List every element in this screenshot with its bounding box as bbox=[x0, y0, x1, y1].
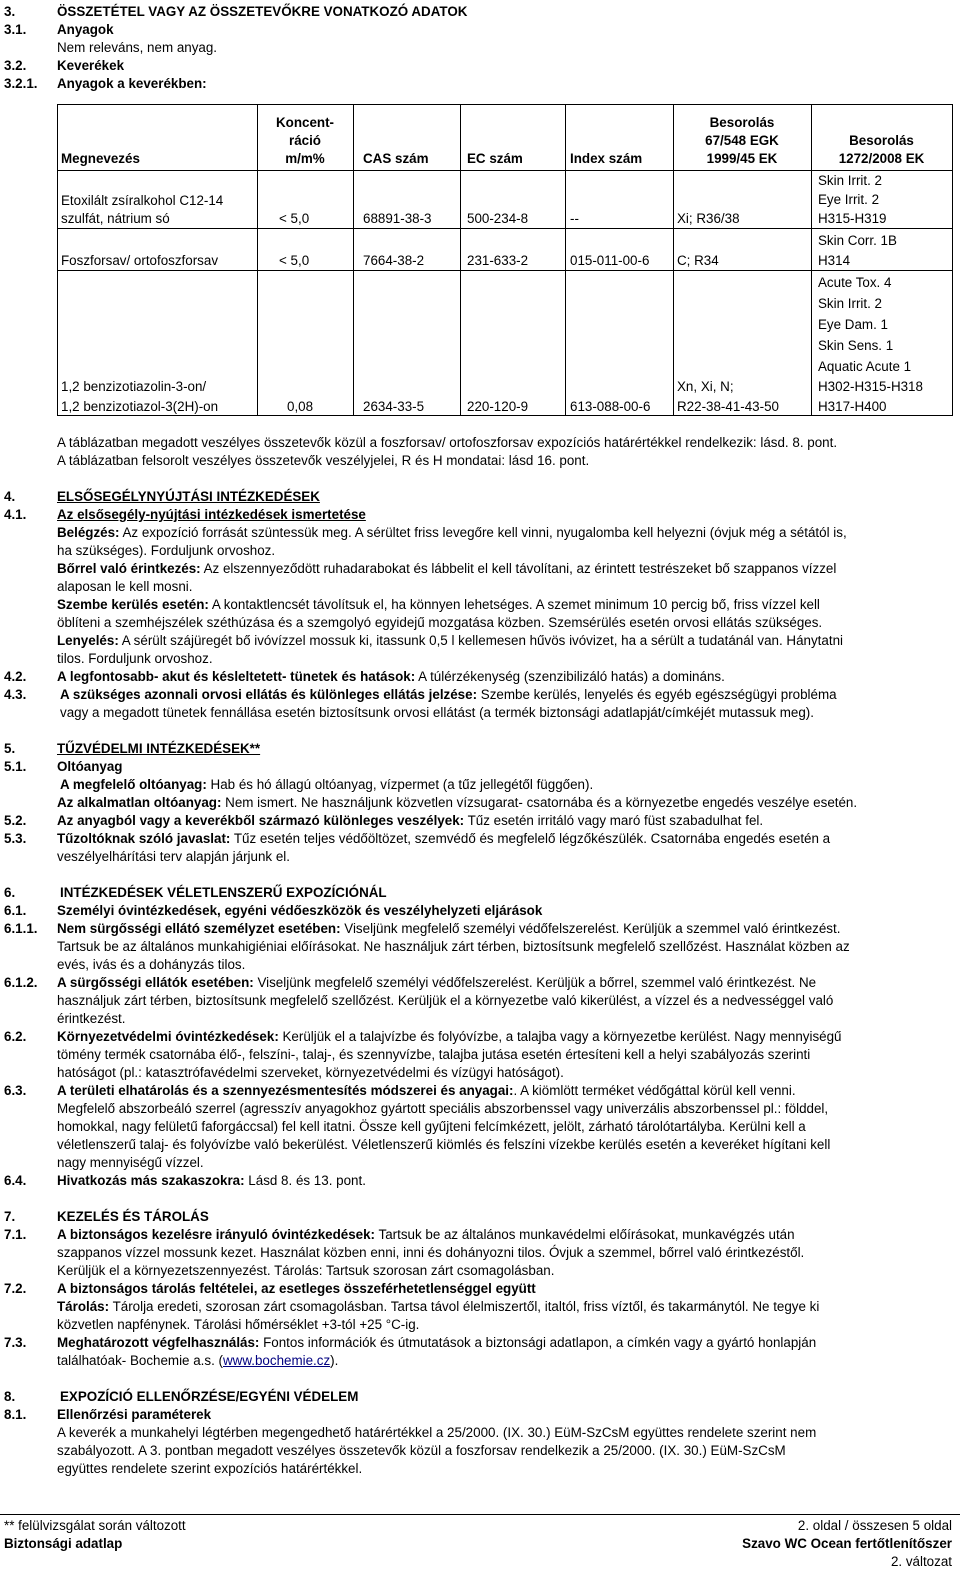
composition-table bbox=[57, 104, 953, 416]
header-class1272-2: 1272/2008 EK bbox=[838, 151, 925, 166]
header-name: Megnevezés bbox=[61, 151, 140, 166]
row3-class1272-2: Skin Irrit. 2 bbox=[818, 296, 882, 311]
section-4-1-title: Az elsősegély-nyújtási intézkedések ismertetése bbox=[57, 507, 366, 522]
row2-ec: 231-633-2 bbox=[467, 253, 529, 268]
footer-doc-type: Biztonsági adatlap bbox=[4, 1536, 123, 1551]
row1-cas: 68891-38-3 bbox=[363, 211, 432, 226]
section-6-1-2-line-1: A sürgősségi ellátók esetében: Viseljünk megfelelő személyi védőfelszerelést. Kerüljük a bőrrel, szemmel való érintkezést. Ne bbox=[57, 975, 817, 990]
section-6-title: INTÉZKEDÉSEK VÉLETLENSZERŰ EXPOZÍCIÓNÁL bbox=[60, 885, 387, 900]
inhalation-line-1: Belégzés: Az expozíció forrását szüntessük meg. A sérültet friss levegőre kell vinni, nyugalomba kell helyezni (óvjuk még a sétától is, bbox=[57, 525, 847, 540]
section-8-1-number: 8.1. bbox=[4, 1407, 27, 1422]
skin-line-2: alaposan le kell mosni. bbox=[57, 579, 193, 594]
row3-class1272-7: H317-H400 bbox=[818, 399, 887, 414]
header-ec: EC szám bbox=[467, 151, 523, 166]
section-4-3-number: 4.3. bbox=[4, 687, 27, 702]
section-6-number: 6. bbox=[4, 885, 16, 900]
section-4-2-label: A legfontosabb- akut és késleltetett- tünetek és hatások: bbox=[57, 669, 416, 684]
header-index: Index szám bbox=[570, 151, 643, 166]
section-4-2-number: 4.2. bbox=[4, 669, 27, 684]
section-5-1-number: 5.1. bbox=[4, 759, 27, 774]
storage-label: Tárolás: bbox=[57, 1299, 110, 1314]
row3-conc: 0,08 bbox=[287, 399, 314, 414]
eye-line-2: öblíteni a szemhéjszélek széthúzása és a szemgolyó egyidejű mozgatása közben. Szemsérülés esetén orvosi ellátás szükséges. bbox=[57, 615, 823, 630]
section-5-2-text: Az anyagból vagy a keverékből származó különleges veszélyek: Tűz esetén irritáló vagy maró füst szabadulhat fel. bbox=[57, 813, 764, 828]
row3-ec: 220-120-9 bbox=[467, 399, 529, 414]
row3-class67-1: Xn, Xi, N; bbox=[677, 379, 734, 394]
section-7-title: KEZELÉS ÉS TÁROLÁS bbox=[57, 1209, 209, 1224]
ingestion-line-1: Lenyelés: A sérült szájüregét bő ivóvízzel mossuk ki, itassunk 0,5 l kellemesen hűvös ivóvizet, ha a sérült a tudatánál van. Hánytatni bbox=[57, 633, 843, 648]
section-8-1-title: Ellenőrzési paraméterek bbox=[57, 1407, 212, 1422]
row3-class1272-6: H302-H315-H318 bbox=[818, 379, 923, 394]
section-3-1-title: Anyagok bbox=[57, 22, 114, 37]
section-8-title: EXPOZÍCIÓ ELLENŐRZÉSE/EGYÉNI VÉDELEM bbox=[60, 1389, 359, 1404]
row1-class67: Xi; R36/38 bbox=[677, 211, 740, 226]
bochemie-link[interactable]: www.bochemie.cz bbox=[222, 1353, 331, 1368]
section-7-3-line-1: Meghatározott végfelhasználás: Fontos információk és útmutatások a biztonsági adatlapon, a címkén vagy a gyártó honlapján bbox=[57, 1335, 817, 1350]
section-7-1-number: 7.1. bbox=[4, 1227, 27, 1242]
section-6-2-label: Környezetvédelmi óvintézkedések: bbox=[57, 1029, 279, 1044]
section-6-1-2-line-3: érintkezést. bbox=[57, 1011, 126, 1026]
section-3-2-1-title: Anyagok a keverékben: bbox=[57, 76, 207, 91]
inhalation-label: Belégzés: bbox=[57, 525, 120, 540]
section-7-number: 7. bbox=[4, 1209, 16, 1224]
row3-class1272-3: Eye Dam. 1 bbox=[818, 317, 888, 332]
unsuitable-media-label: Az alkalmatlan oltóanyag: bbox=[57, 795, 222, 810]
row2-class1272-2: H314 bbox=[818, 253, 851, 268]
section-8-number: 8. bbox=[4, 1389, 16, 1404]
section-5-2-number: 5.2. bbox=[4, 813, 27, 828]
section-5-3-line-2: veszélyelhárítási terv alapján járjunk el. bbox=[57, 849, 290, 864]
row2-class67: C; R34 bbox=[677, 253, 719, 268]
section-6-4-text: Hivatkozás más szakaszokra: Lásd 8. és 13. pont. bbox=[57, 1173, 366, 1188]
header-class1272-1: Besorolás bbox=[849, 133, 914, 148]
section-6-3-line-2: Megfelelő abszorbeáló szerrel (agresszív anyagokhoz gyártott speciális abszorbenssel vagy univerzális abszorbenssel pl.: földdel, bbox=[57, 1101, 829, 1116]
row3-cas: 2634-33-5 bbox=[363, 399, 425, 414]
row1-name-1: Etoxilált zsíralkohol C12-14 bbox=[61, 193, 224, 208]
suitable-media-label: A megfelelő oltóanyag: bbox=[60, 777, 207, 792]
section-7-1-line-1: A biztonságos kezelésre irányuló óvintézkedések: Tartsuk be az általános munkavédelmi előírásokat, munkavégzés után bbox=[57, 1227, 795, 1242]
section-8-1-line-2: szabályozott. A 3. pontban megadott veszélyes összetevők közül a foszforsav rendelkezik a 25/2000. (IX. 30.) EüM-SzCsM bbox=[57, 1443, 786, 1458]
section-6-3-line-4: véletlenszerű talaj- és folyóvízbe való bekerülést. Véletlenszerű kiömlés és felszíni vízekbe kerülés esetén a keveréket hígítani kell bbox=[57, 1137, 831, 1152]
section-6-3-number: 6.3. bbox=[4, 1083, 27, 1098]
section-6-4-number: 6.4. bbox=[4, 1173, 27, 1188]
section-8-1-line-1: A keverék a munkahelyi légtérben megengedhető határértékkel a 25/2000. (IX. 30.) EüM-SzCsM együttes rendelete szerint nem bbox=[57, 1425, 817, 1440]
section-6-1-1-label: Nem sürgősségi ellátó személyzet esetében: bbox=[57, 921, 341, 936]
header-class67-1: Besorolás bbox=[709, 115, 775, 130]
footer-rule bbox=[0, 1514, 960, 1515]
inhalation-line-2: ha szükséges). Forduljunk orvoshoz. bbox=[57, 543, 276, 558]
section-7-2-title: A biztonságos tárolás feltételei, az esetleges összeférhetetlenséggel együtt bbox=[57, 1281, 536, 1296]
row2-index: 015-011-00-6 bbox=[570, 253, 650, 268]
section-7-2-line-2: közvetlen napfénynek. Tárolási hőmérséklet +3-tól +25 °C-ig. bbox=[57, 1317, 420, 1332]
section-7-3-number: 7.3. bbox=[4, 1335, 27, 1350]
header-class67-3: 1999/45 EK bbox=[706, 151, 778, 166]
section-6-2-line-3: hatóságot (pl.: katasztrófavédelmi szerveket, környezetvédelmi és vízügyi hatóságot). bbox=[57, 1065, 564, 1080]
section-6-2-line-1: Környezetvédelmi óvintézkedések: Kerüljük el a talajvízbe és folyóvízbe, a talajba vagy a környezetbe kerülést. Nagy mennyiségű bbox=[57, 1029, 842, 1044]
section-4-number: 4. bbox=[4, 489, 16, 504]
row2-cas: 7664-38-2 bbox=[363, 253, 425, 268]
section-6-1-number: 6.1. bbox=[4, 903, 27, 918]
footer-product: Szavo WC Ocean fertőtlenítőszer bbox=[742, 1536, 952, 1551]
section-3-2-title: Keverékek bbox=[57, 58, 125, 73]
header-class67-2: 67/548 EGK bbox=[705, 133, 779, 148]
section-6-3-line-5: nagy mennyiségű vízzel. bbox=[57, 1155, 204, 1170]
section-7-3-label: Meghatározott végfelhasználás: bbox=[57, 1335, 260, 1350]
section-7-1-line-2: szappanos vízzel mossunk kezet. Használat közben enni, inni és dohányozni tilos. Óvjuk a szemmel, bőrrel való érintkezéstől. bbox=[57, 1245, 805, 1260]
footer-page: 2. oldal / összesen 5 oldal bbox=[797, 1518, 952, 1533]
section-4-1-number: 4.1. bbox=[4, 507, 27, 522]
row3-name-2: 1,2 benzizotiazol-3(2H)-on bbox=[61, 399, 219, 414]
row2-name: Foszforsav/ ortofoszforsav bbox=[61, 253, 219, 268]
row3-index: 613-088-00-6 bbox=[570, 399, 651, 414]
section-3-1-number: 3.1. bbox=[4, 22, 27, 37]
section-7-3-line-2: találhatóak- Bochemie a.s. (www.bochemie.cz). bbox=[57, 1353, 339, 1368]
row3-class1272-1: Acute Tox. 4 bbox=[818, 275, 892, 290]
row1-ec: 500-234-8 bbox=[467, 211, 529, 226]
section-3-title: ÖSSZETÉTEL VAGY AZ ÖSSZETEVŐKRE VONATKOZÓ ADATOK bbox=[57, 4, 468, 19]
section-4-3-label: A szükséges azonnali orvosi ellátás és különleges ellátás jelzése: bbox=[60, 687, 478, 702]
section-7-2-line-1: Tárolás: Tárolja eredeti, szorosan zárt csomagolásban. Tartsa távol élelmiszertől, italtól, friss víztől, és takarmánytól. Ne tegye ki bbox=[57, 1299, 820, 1314]
section-3-2-number: 3.2. bbox=[4, 58, 27, 73]
ingestion-line-2: tilos. Forduljunk orvoshoz. bbox=[57, 651, 213, 666]
section-6-1-1-line-3: evés, ivás és a dohányzás tilos. bbox=[57, 957, 246, 972]
section-3-2-1-number: 3.2.1. bbox=[4, 76, 38, 91]
section-5-3-number: 5.3. bbox=[4, 831, 27, 846]
section-7-1-line-3: Kerüljük el a környezetszennyezést. Tárolás: Tartsuk szorosan zárt csomagolásban. bbox=[57, 1263, 555, 1278]
footer-version: 2. változat bbox=[890, 1554, 952, 1569]
table-note-1: A táblázatban megadott veszélyes összetevők közül a foszforsav/ ortofoszforsav expozíciós határértékkel rendelkezik: lásd. 8. pont. bbox=[57, 435, 838, 450]
row2-conc: < 5,0 bbox=[279, 253, 310, 268]
row1-name-2: szulfát, nátrium só bbox=[61, 211, 170, 226]
section-6-3-line-1: A területi elhatárolás és a szennyezésmentesítés módszerei és anyagai:. A kiömlött terméket védőgáttal körül kell venni. bbox=[57, 1083, 796, 1098]
row3-name-1: 1,2 benzizotiazolin-3-on/ bbox=[61, 379, 207, 394]
table-note-2: A táblázatban felsorolt veszélyes összetevők veszélyjelei, R és H mondatai: lásd 16. pont. bbox=[57, 453, 590, 468]
section-5-3-line-1: Tűzoltóknak szóló javaslat: Tűz esetén teljes védőöltözet, szemvédő és megfelelő légzőkészülék. Csatornába engedés esetén a bbox=[57, 831, 831, 846]
section-3-1-text: Nem releváns, nem anyag. bbox=[57, 40, 218, 55]
section-6-2-line-2: tömény termék csatornába élő-, felszíni-, talaj-, és szennyvízbe, talajba jutása esetén értesíteni kell a helyi szabályozás szerinti bbox=[57, 1047, 811, 1062]
row3-class67-2: R22-38-41-43-50 bbox=[677, 399, 779, 414]
row1-class1272-3: H315-H319 bbox=[818, 211, 887, 226]
section-4-title: ELSŐSEGÉLYNYÚJTÁSI INTÉZKEDÉSEK bbox=[57, 489, 320, 504]
skin-line-1: Bőrrel való érintkezés: Az elszennyeződött ruhadarabokat és lábbelit el kell távolítani, az érintett testrészeket bő szappanos vízzel bbox=[57, 561, 837, 576]
row2-class1272-1: Skin Corr. 1B bbox=[818, 233, 897, 248]
section-7-1-label: A biztonságos kezelésre irányuló óvintézkedések: bbox=[57, 1227, 376, 1242]
section-6-1-2-number: 6.1.2. bbox=[4, 975, 38, 990]
suitable-media: A megfelelő oltóanyag: Hab és hó állagú oltóanyag, vízpermet (a tűz jellegétől függően). bbox=[60, 777, 594, 792]
section-6-2-number: 6.2. bbox=[4, 1029, 27, 1044]
header-concentration-2: ráció bbox=[288, 133, 321, 148]
section-7-2-number: 7.2. bbox=[4, 1281, 27, 1296]
section-5-2-label: Az anyagból vagy a keverékből származó különleges veszélyek: bbox=[57, 813, 465, 828]
section-6-1-1-line-1: Nem sürgősségi ellátó személyzet esetében: Viseljünk megfelelő személyi védőfelszerelést. Kerüljük a szemmel való érintkezést. bbox=[57, 921, 841, 936]
section-4-3-line-1: A szükséges azonnali orvosi ellátás és különleges ellátás jelzése: Szembe kerülés, lenyelés és egyéb egészségügyi probléma bbox=[60, 687, 837, 702]
section-5-3-label: Tűzoltóknak szóló javaslat: bbox=[57, 831, 231, 846]
section-4-3-line-2: vagy a megadott tünetek fennállása esetén biztosítsunk orvosi ellátást (a termék biztonsági adatlapját/címkéjét mutassuk meg). bbox=[60, 705, 814, 720]
header-cas: CAS szám bbox=[363, 151, 429, 166]
eye-line-1: Szembe kerülés esetén: A kontaktlencsét távolítsuk el, ha könnyen lehetséges. A szemet minimum 10 percig bő, friss vízzel kell bbox=[57, 597, 820, 612]
section-6-1-1-line-2: Tartsuk be az általános munkahigiéniai előírásokat. Ne használjuk zárt térben, biztosítsunk megfelelő szellőzést. Használat közben az bbox=[57, 939, 850, 954]
row1-class1272-1: Skin Irrit. 2 bbox=[818, 173, 882, 188]
section-6-1-title: Személyi óvintézkedések, egyéni védőeszközök és veszélyhelyzeti eljárások bbox=[57, 903, 543, 918]
section-3-number: 3. bbox=[4, 4, 16, 19]
section-8-1-line-3: együttes rendelete szerint expozíciós határértékkel. bbox=[57, 1461, 363, 1476]
section-4-2-text: A legfontosabb- akut és késleltetett- tünetek és hatások: A túlérzékenység (szenzibilizáló hatás) a domináns. bbox=[57, 669, 725, 684]
section-6-1-2-label: A sürgősségi ellátók esetében: bbox=[57, 975, 254, 990]
row3-class1272-5: Aquatic Acute 1 bbox=[818, 359, 912, 374]
ingestion-label: Lenyelés: bbox=[57, 633, 119, 648]
section-5-1-title: Oltóanyag bbox=[57, 759, 123, 774]
footer-note: ** felülvizsgálat során változott bbox=[4, 1518, 186, 1533]
section-6-3-line-3: homokkal, nagy felületű faforgáccsal) fel kell itatni. Össze kell gyűjteni felcímkézett, jelölt, zárható tárolótartályba. Kerülni kell a bbox=[57, 1119, 806, 1134]
section-6-1-2-line-2: használjuk zárt térben, biztosítsunk megfelelő szellőzést. Kerüljük el a környezetbe való kikerülést, a vízzel és a nedvességgel való bbox=[57, 993, 834, 1008]
eye-label: Szembe kerülés esetén: bbox=[57, 597, 209, 612]
section-6-3-label: A területi elhatárolás és a szennyezésmentesítés módszerei és anyagai: bbox=[57, 1083, 514, 1098]
section-5-title: TŰZVÉDELMI INTÉZKEDÉSEK** bbox=[57, 741, 261, 756]
row3-class1272-4: Skin Sens. 1 bbox=[818, 338, 894, 353]
header-concentration-1: Koncent- bbox=[275, 115, 335, 130]
row1-index: -- bbox=[570, 211, 579, 226]
row1-conc: < 5,0 bbox=[279, 211, 310, 226]
section-5-number: 5. bbox=[4, 741, 16, 756]
unsuitable-media: Az alkalmatlan oltóanyag: Nem ismert. Ne használjunk közvetlen vízsugarat- csatornába és a környezetbe engedés veszélye esetén. bbox=[57, 795, 858, 810]
section-6-4-label: Hivatkozás más szakaszokra: bbox=[57, 1173, 245, 1188]
section-6-1-1-number: 6.1.1. bbox=[4, 921, 38, 936]
row1-class1272-2: Eye Irrit. 2 bbox=[818, 192, 880, 207]
header-concentration-3: m/m% bbox=[285, 151, 325, 166]
skin-label: Bőrrel való érintkezés: bbox=[57, 561, 201, 576]
